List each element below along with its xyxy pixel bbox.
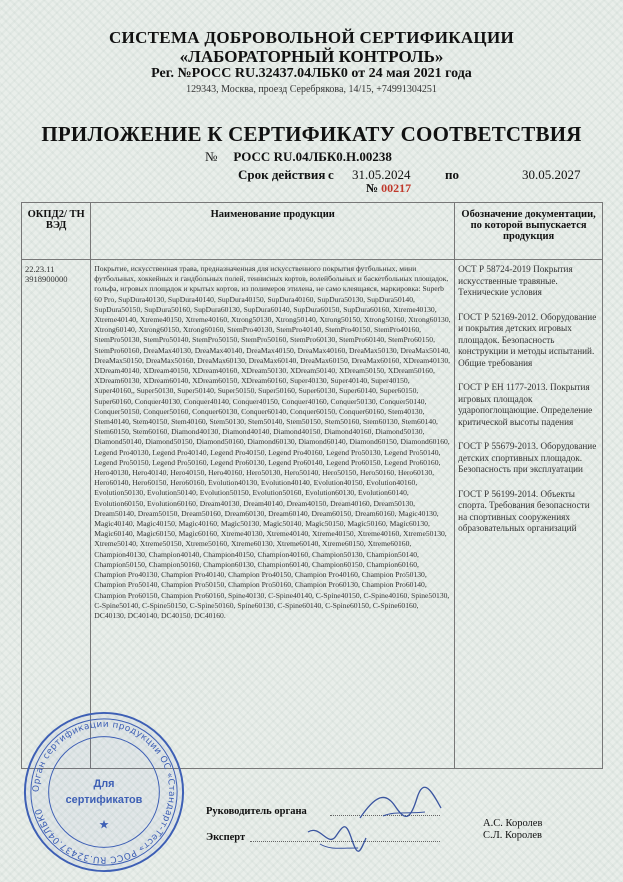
system-brand: «ЛАБОРАТОРНЫЙ КОНТРОЛЬ» bbox=[179, 47, 444, 66]
expert-label: Эксперт bbox=[206, 832, 246, 843]
validity-label: Срок действия bbox=[238, 167, 326, 182]
description-cell bbox=[91, 260, 455, 769]
registration-number: Рег. №РОСС RU.32437.04ЛБК0 от 24 мая 2021 года bbox=[151, 66, 472, 81]
standard-item: ОСТ Р 58724-2019 Покрытия искусственные травяные. Технические условия bbox=[458, 264, 573, 297]
form-serial-label: № bbox=[366, 181, 379, 195]
organization-seal-icon bbox=[20, 708, 188, 876]
products-table bbox=[21, 202, 603, 769]
head-name: А.С. Королев bbox=[483, 818, 543, 829]
validity-from-label: с bbox=[328, 167, 334, 182]
standard-item: ГОСТ Р 55679-2013. Оборудование детских спортивных площадок. Безопасность при эксплуатации bbox=[458, 441, 597, 474]
validity-to-label: по bbox=[445, 167, 459, 182]
expert-name: С.Л. Королев bbox=[483, 830, 542, 841]
svg-text:★: ★ bbox=[98, 817, 110, 832]
code-cell bbox=[22, 260, 91, 769]
page-title: ПРИЛОЖЕНИЕ К СЕРТИФИКАТУ СООТВЕТСТВИЯ bbox=[41, 122, 582, 146]
table-row bbox=[22, 260, 603, 769]
head-of-body-label: Руководитель органа bbox=[206, 806, 307, 817]
standard-item: ГОСТ Р ЕН 1177-2013. Покрытия игровых площадок ударопоглощающие. Определение критической высоты падения bbox=[458, 382, 593, 427]
column-header-name: Наименование продукции bbox=[91, 203, 455, 260]
validity-from-date: 31.05.2024 bbox=[352, 167, 411, 182]
form-serial bbox=[366, 181, 411, 196]
svg-text:Для: Для bbox=[93, 778, 115, 791]
column-header-code: ОКПД2/ ТН ВЭД bbox=[22, 203, 91, 260]
standard-item: ГОСТ Р 52169-2012. Оборудование и покрытия детских игровых площадок. Безопасность конструкции и методы испытаний. Общие требования bbox=[458, 311, 597, 368]
tnved-code: 3918900000 bbox=[25, 274, 68, 284]
table-header-row bbox=[22, 203, 603, 260]
system-name: СИСТЕМА ДОБРОВОЛЬНОЙ СЕРТИФИКАЦИИ bbox=[108, 28, 514, 47]
column-header-docs: Обозначение документации, по которой выпускается продукция bbox=[455, 203, 603, 260]
okpd2-code: 22.23.11 bbox=[25, 264, 55, 274]
standard-item: ГОСТ Р 56199-2014. Объекты спорта. Требования безопасности на спортивных сооружениях образовательных организаций bbox=[458, 488, 590, 533]
product-description: Покрытие, искусственная трава, предназначенная для искусственного покрытия футбольных, мини футбольных, хоккейных и гандбольных полей, теннисных кортов, волейбольных и баскетбольных площадок, гольфа, игровых площадок и крытых кортов, из полимеров этилена, не само клеящаяся, маркировка: Superb 60 Pro, SupDura40130, SupDura40140, SupDura40150, SupDura40160, SupDura50130, SupDura50140, SupDura50150, SupDura50160, SupDura60130, SupDura60140, SupDura60150, SupDura60160, Xtreme40130, Xtreme40140, Xtreme40150, Xtreme40160, Xtrong50130, Xtrong50140, Xtrong50150, Xtrong50160, Xtrong60130, Xtrong60140, Xtrong60150, Xtrong60160, StemPro40130, StemPro40140, StemPro40150, StemPro40160, StemPro50130, StemPro50140, StemPro50150, StemPro50160, StemPro60130, StemPro60140, StemPro60150, StemPro60160, DreaMax40130, DreaMax40140, DreaMax40150, DreaMax40160, DreaMax50130, DreaMax50140, DreaMax50150, DreaMax50160, DreaMax60130, DreaMax60140, DreaMax60150, DreaMax60160, XDream40130, XDream40140, XDream40150, XDream40160, XDream50130, XDream50140, XDream50150, XDream50160, XDream60130, XDream60140, XDream60150, XDream60160, Super40130, Super40140, Super40150, Super40160,, Super50130, Super50140, Super50150, Super50160, Super60130, Super60140, Super60150, Super60160, Conquer40130, Conquer40140, Conquer40150, Conquer40160, Conquer50130, Conquer50140, Conquer50150, Conquer50160, Conquer60130, Conquer60140, Conquer60150, Conquer60160, Stem40130, Stem40140, Stem40150, Stem40160, Stem50130, Stem50140, Stem50150, Stem50160, Stem60130, Stem60140, Stem60150, Stem60160, Diamond40130, Diamond40140, Diamond40150, Diamond40160, Diamond50130, Diamond50140, Diamond50150, Diamond50160, Diamond60130, Diamond60140, Diamond60150, Diamond60160, Legend Pro40130, Legend Pro40140, Legend Pro40150, Legend Pro40160, Legend Pro50130, Legend Pro50140, Legend Pro50150, Legend Pro50160, Legend Pro60130, Legend Pro60140, Legend Pro60150, Legend Pro60160, Hero40130, Hero40140, Hero40150, Hero40160, Hero50130, Hero50140, Hero50150, Hero50160, Hero60130, Hero60140, Hero60150, Hero60160, Evolution40130, Evolution40140, Evolution40150, Evolution40160, Evolution50130, Evolution50140, Evolution50150, Evolution50160, Evolution60130, Evolution60140, Evolution60150, Evolution60160, Dream40130, Dream40140, Dream40150, Dream40160, Dream50130, Dream50140, Dream50150, Dream50160, Dream60130, Dream60140, Dream60150, Dream60160, Magic40130, Magic40140, Magic40150, Magic40160, Magic50130, Magic50140, Magic50150, Magic50160, Magic60130, Magic60140, Magic60150, Magic60160, Xtreme40130, Xtreme40140, Xtreme40150, Xtreme40160, Xtreme50130, Xtreme50140, Xtreme50150, Xtreme50160, Xtreme60130, Xtreme60140, Xtreme60150, Xtreme60160, Champion40130, Champion40140, Champion40150, Champion40160, Champion50130, Champion50140, Champion50150, Champion50160, Champion60130, Champion60140, Champion60150, Champion60160, Champion Pro40130, Champion Pro40140, Champion Pro40150, Champion Pro40160, Champion Pro50130, Champion Pro50140, Champion Pro50150, Champion Pro50160, Champion Pro60130, Champion Pro60140, Champion Pro60150, Champion Pro60160, Spine40130, C-Spine40140, C-Spine40150, C-Spine40160, Spine50130, C-Spine50140, C-Spine50150, C-Spine50160, Spine60130, C-Spine60140, C-Spine60150, C-Spine60160, DC40130, DC40140, DC40150, DC40160. bbox=[94, 264, 451, 620]
standards-cell bbox=[455, 260, 603, 769]
address-line: 129343, Москва, проезд Серебрякова, 14/15, +74991304251 bbox=[186, 84, 437, 95]
certificate-number bbox=[205, 149, 392, 165]
svg-text:Орган сертификации продукции О: Орган сертификации продукции ОС «Стандарт-Тест» РОСС RU.32437.04ЛБК0 bbox=[31, 719, 177, 865]
svg-text:сертификатов: сертификатов bbox=[65, 793, 143, 806]
certificate-number-value: РОСС RU.04ЛБК0.Н.00238 bbox=[233, 149, 392, 164]
expert-signature-icon bbox=[300, 818, 370, 858]
form-serial-number: 00217 bbox=[381, 181, 412, 195]
validity-to-date: 30.05.2027 bbox=[522, 167, 581, 182]
certificate-number-label: № bbox=[205, 149, 218, 164]
